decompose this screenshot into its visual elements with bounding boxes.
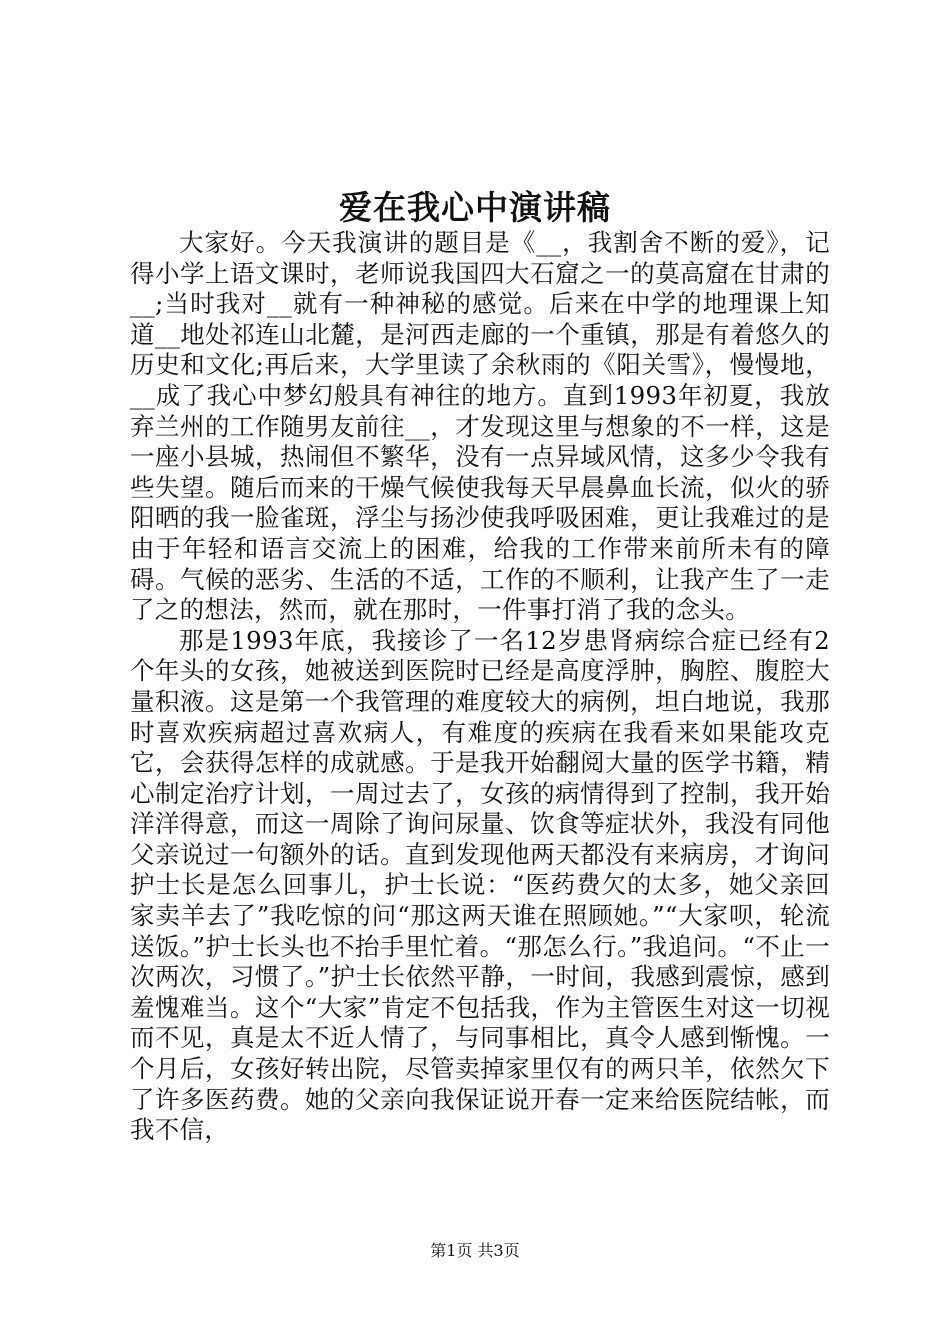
- paragraph-1: 大家好。今天我演讲的题目是《__，我割舍不断的爱》，记得小学上语文课时，老师说我国四大石窟之一的莫高窟在甘肃的__;当时我对__就有一种神秘的感觉。后来在中学的地理课上知道__地处祁连山北麓，是河西走廊的一个重镇，那是有着悠久的历史和文化;再后来，大学里读了余秋雨的《阳关雪》，慢慢地，__成了我心中梦幻般具有神往的地方。直到1993年初夏，我放弃兰州的工作随男友前往__，才发现这里与想象的不一样，这是一座小县城，热闹但不繁华，没有一点异域风情，这多少令我有些失望。随后而来的干燥气候使我每天早晨鼻血长流，似火的骄阳晒的我一脸雀斑，浮尘与扬沙使我呼吸困难，更让我难过的是由于年轻和语言交流上的困难，给我的工作带来前所未有的障碍。气候的恶劣、生活的不适，工作的不顺利，让我产生了一走了之的想法，然而，就在那时，一件事打消了我的念头。: [130, 228, 830, 625]
- page-footer: 第1页 共3页: [430, 1241, 520, 1260]
- document-title: 爱在我心中演讲稿: [339, 188, 611, 227]
- document-body: [130, 228, 830, 1146]
- paragraph-2: 那是1993年底，我接诊了一名12岁患肾病综合症已经有2个年头的女孩，她被送到医院时已经是高度浮肿，胸腔、腹腔大量积液。这是第一个我管理的难度较大的病例，坦白地说，我那时喜欢疾病超过喜欢病人，有难度的疾病在我看来如果能攻克它，会获得怎样的成就感。于是我开始翻阅大量的医学书籍，精心制定治疗计划，一周过去了，女孩的病情得到了控制，我开始洋洋得意，而这一周除了询问尿量、饮食等症状外，我没有同他父亲说过一句额外的话。直到发现他两天都没有来病房，才询问护士长是怎么回事儿，护士长说：“医药费欠的太多，她父亲回家卖羊去了”我吃惊的问“那这两天谁在照顾她。”“大家呗，轮流送饭。”护士长头也不抬手里忙着。“那怎么行。”我追问。“不止一次两次，习惯了。”护士长依然平静，一时间，我感到震惊，感到羞愧难当。这个“大家”肯定不包括我，作为主管医生对这一切视而不见，真是太不近人情了，与同事相比，真令人感到惭愧。一个月后，女孩好转出院，尽管卖掉家里仅有的两只羊，依然欠下了许多医药费。她的父亲向我保证说开春一定来给医院结帐，而我不信，: [130, 625, 830, 1145]
